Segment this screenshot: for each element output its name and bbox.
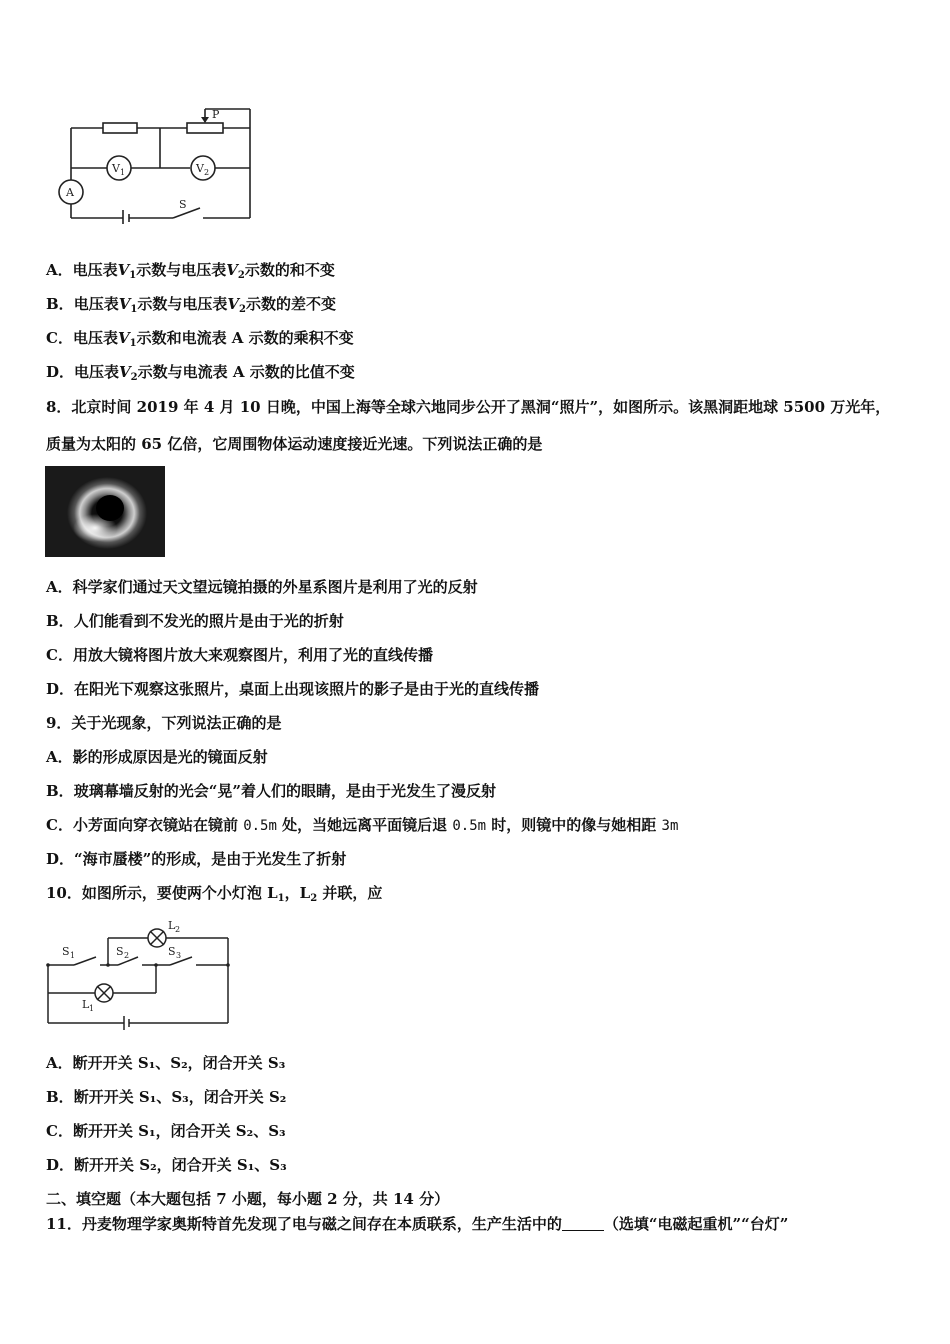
q8-option-d: D．在阳光下观察这张照片，桌面上出现该照片的影子是由于光的直线传播 (46, 680, 540, 698)
q9-option-b: B．玻璃幕墙反射的光会“晃”着人们的眼睛，是由于光发生了漫反射 (46, 782, 496, 800)
circuit-diagram-2 (40, 915, 240, 1033)
q7-option-b: B．电压表$V_1$示数与电压表$V_2$示数的差不变 (46, 295, 336, 315)
q8-option-b: B．人们能看到不发光的照片是由于光的折射 (46, 612, 344, 630)
q10-stem: 10．如图所示，要使两个小灯泡 $L_1$，$L_2$ 并联，应 (46, 884, 383, 904)
q10-option-d: D．断开开关 S₂，闭合开关 S₁、S₃ (46, 1156, 287, 1174)
label-v2-sub: 2 (204, 168, 210, 177)
q7-option-c: C．电压表$V_1$示数和电流表 A 示数的乘积不变 (46, 329, 354, 349)
label-s1-sub: 1 (70, 951, 76, 960)
q9-option-a: A．影的形成原因是光的镜面反射 (46, 748, 268, 766)
q8-option-a: A．科学家们通过天文望远镜拍摄的外星系图片是利用了光的反射 (46, 578, 478, 596)
label-s: S (179, 198, 187, 211)
black-hole-image (45, 466, 165, 557)
label-a: A (66, 186, 74, 199)
label-s3: S (168, 945, 176, 958)
label-v2: V (196, 162, 204, 175)
label-s3-sub: 3 (176, 951, 182, 960)
label-s1: S (62, 945, 70, 958)
q9-stem: 9．关于光现象，下列说法正确的是 (46, 714, 282, 732)
q11-stem: 11．丹麦物理学家奥斯特首先发现了电与磁之间存在本质联系，生产生活中的 （选填“电磁起重机”“台灯” (46, 1215, 789, 1233)
q9-option-d: D．“海市蜃楼”的形成，是由于光发生了折射 (46, 850, 347, 868)
q10-option-c: C．断开开关 S₁，闭合开关 S₂、S₃ (46, 1122, 286, 1140)
label-s2: S (116, 945, 124, 958)
q8-stem-line2: 质量为太阳的 65 亿倍，它周围物体运动速度接近光速。下列说法正确的是 (46, 435, 543, 453)
answer-blank (562, 1216, 604, 1231)
label-s2-sub: 2 (124, 951, 130, 960)
label-l1: L (82, 998, 90, 1011)
label-v1-sub: 1 (120, 168, 126, 177)
label-l2: L (168, 919, 176, 932)
label-l1-sub: 1 (89, 1004, 95, 1013)
label-v1: V (112, 162, 120, 175)
q10-option-b: B．断开开关 S₁、S₃，闭合开关 S₂ (46, 1088, 287, 1106)
q8-stem-line1: 8．北京时间 2019 年 4 月 10 日晚，中国上海等全球六地同步公开了黑洞“照片”，如图所示。该黑洞距地球 5500 万光年， (46, 398, 891, 416)
q8-option-c: C．用放大镜将图片放大来观察图片，利用了光的直线传播 (46, 646, 433, 664)
q7-option-a: A．电压表$V_1$示数与电压表$V_2$示数的和不变 (46, 261, 335, 281)
q9-option-c: C．小芳面向穿衣镜站在镜前 0.5m 处，当她远离平面镜后退 0.5m 时，则镜中的像与她相距 3m (46, 816, 679, 834)
q7-option-d: D．电压表$V_2$示数与电流表 A 示数的比值不变 (46, 363, 355, 383)
circuit-diagram-1 (55, 104, 260, 224)
section-heading: 二、填空题（本大题包括 7 小题，每小题 2 分，共 14 分） (46, 1190, 450, 1208)
q10-option-a: A．断开开关 S₁、S₂，闭合开关 S₃ (46, 1054, 286, 1072)
label-l2-sub: 2 (175, 925, 181, 934)
label-p: P (212, 108, 220, 121)
